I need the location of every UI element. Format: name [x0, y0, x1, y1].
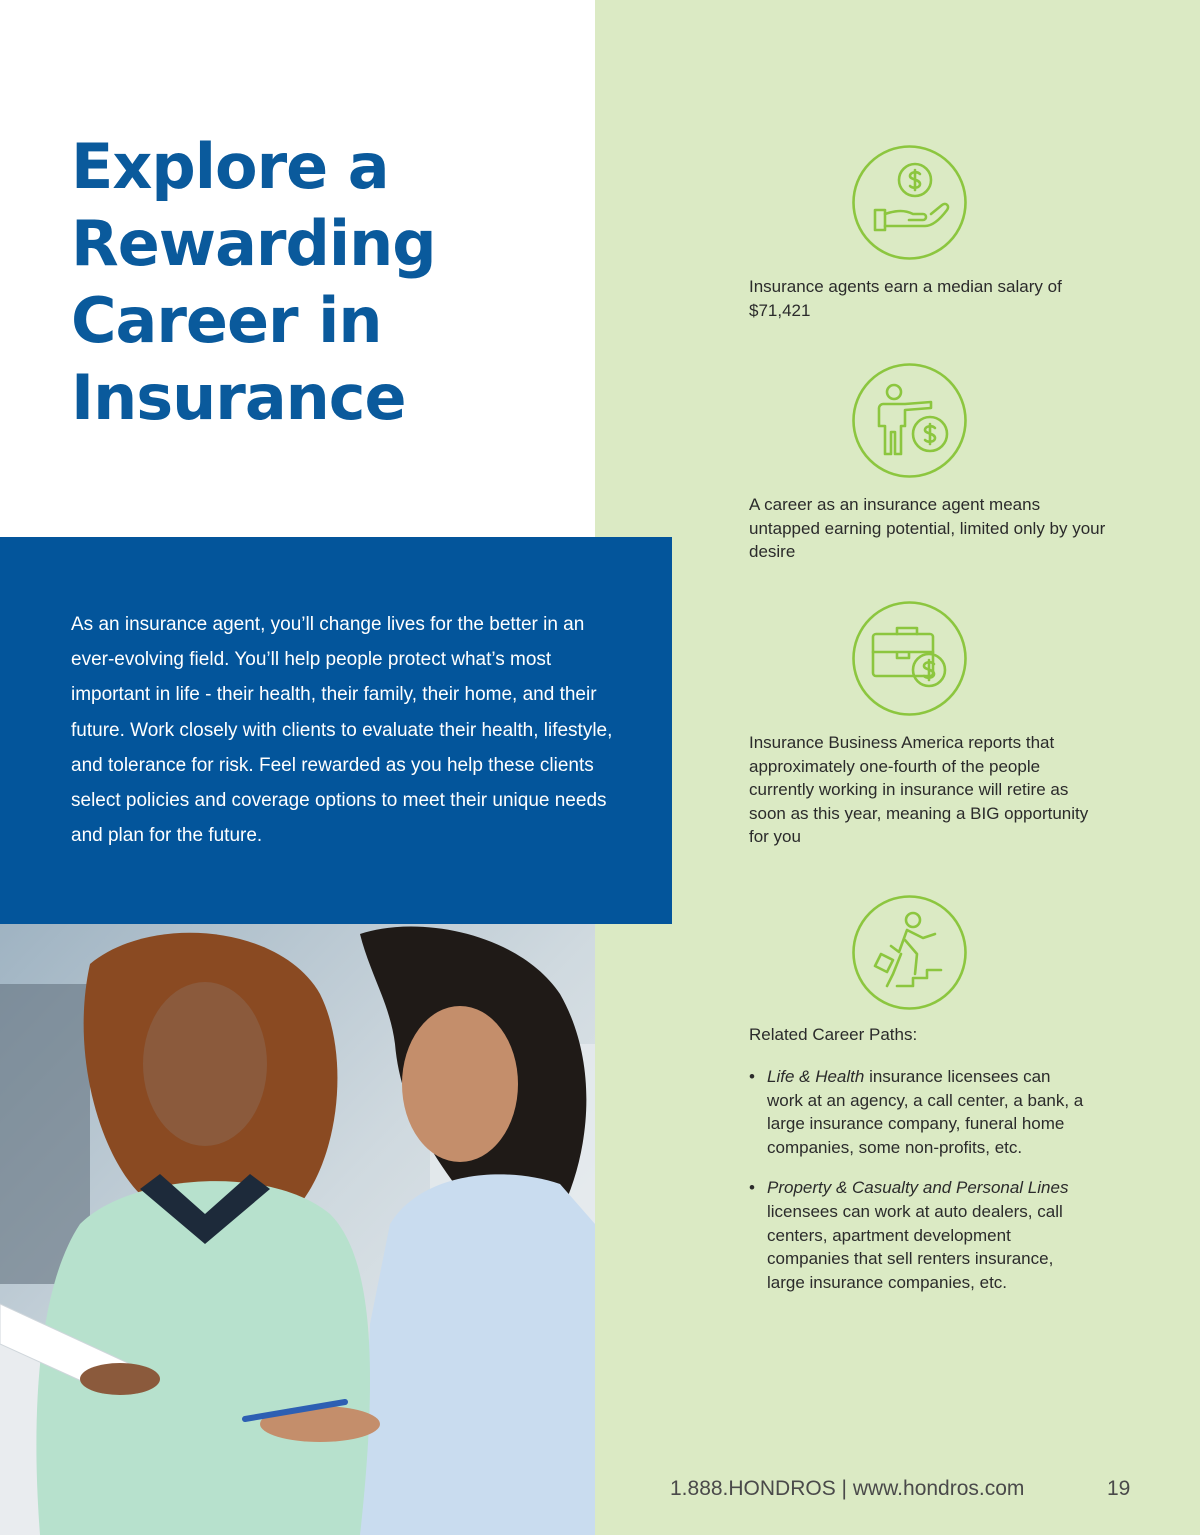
person-climbing-stairs-icon: [851, 894, 968, 1011]
page-title: [71, 128, 551, 436]
intro-box: [0, 537, 672, 924]
title-line: Rewarding: [71, 207, 436, 280]
list-item: [749, 1176, 1089, 1294]
hand-holding-dollar-icon: [851, 144, 968, 261]
title-line: Career in: [71, 284, 382, 357]
two-women-reviewing-document-photo: [0, 924, 595, 1535]
intro-text: As an insurance agent, you’ll change lives for the better in an ever-evolving field. You’ll help people protect what’s most important in life - their health, their family, their home, and their future. Work closely with clients to evaluate their health, lifestyle, and tolerance for risk. Feel rewarded as you help these clients select policies and coverage options to meet their unique needs and plan for the future.: [71, 614, 613, 847]
stat-text: Insurance Business America reports that approximately one-fourth of the people currently working in insurance will retire as soon as this year, meaning a BIG opportunity for you: [749, 733, 1089, 847]
related-paths-list: [749, 1065, 1089, 1311]
title-line: Insurance: [71, 361, 406, 434]
career-path-description: insurance licensees can work at an agency, a call center, a bank, a large insurance company, funeral home companies, some non-profits, etc.: [767, 1067, 1084, 1157]
career-path-description: licensees can work at auto dealers, call centers, apartment development companies that sell renters insurance, large insurance companies, etc.: [767, 1201, 1063, 1292]
person-pointing-dollar-icon: [851, 362, 968, 479]
page-number: 19: [1107, 1477, 1131, 1500]
stat-text: Insurance agents earn a median salary of $71,421: [749, 277, 1062, 320]
career-path-name: Life & Health: [767, 1067, 865, 1086]
briefcase-dollar-icon: [851, 600, 968, 717]
bullet: •: [749, 1067, 755, 1086]
stat-text: A career as an insurance agent means untapped earning potential, limited only by your desire: [749, 495, 1106, 562]
list-item: [749, 1065, 1089, 1159]
bullet: •: [749, 1178, 755, 1198]
career-path-name: Property & Casualty and Personal Lines: [767, 1178, 1069, 1198]
footer-contact: 1.888.HONDROS | www.hondros.com: [670, 1477, 1025, 1500]
title-line: Explore a: [71, 130, 389, 203]
related-paths-heading: Related Career Paths:: [749, 1025, 918, 1044]
